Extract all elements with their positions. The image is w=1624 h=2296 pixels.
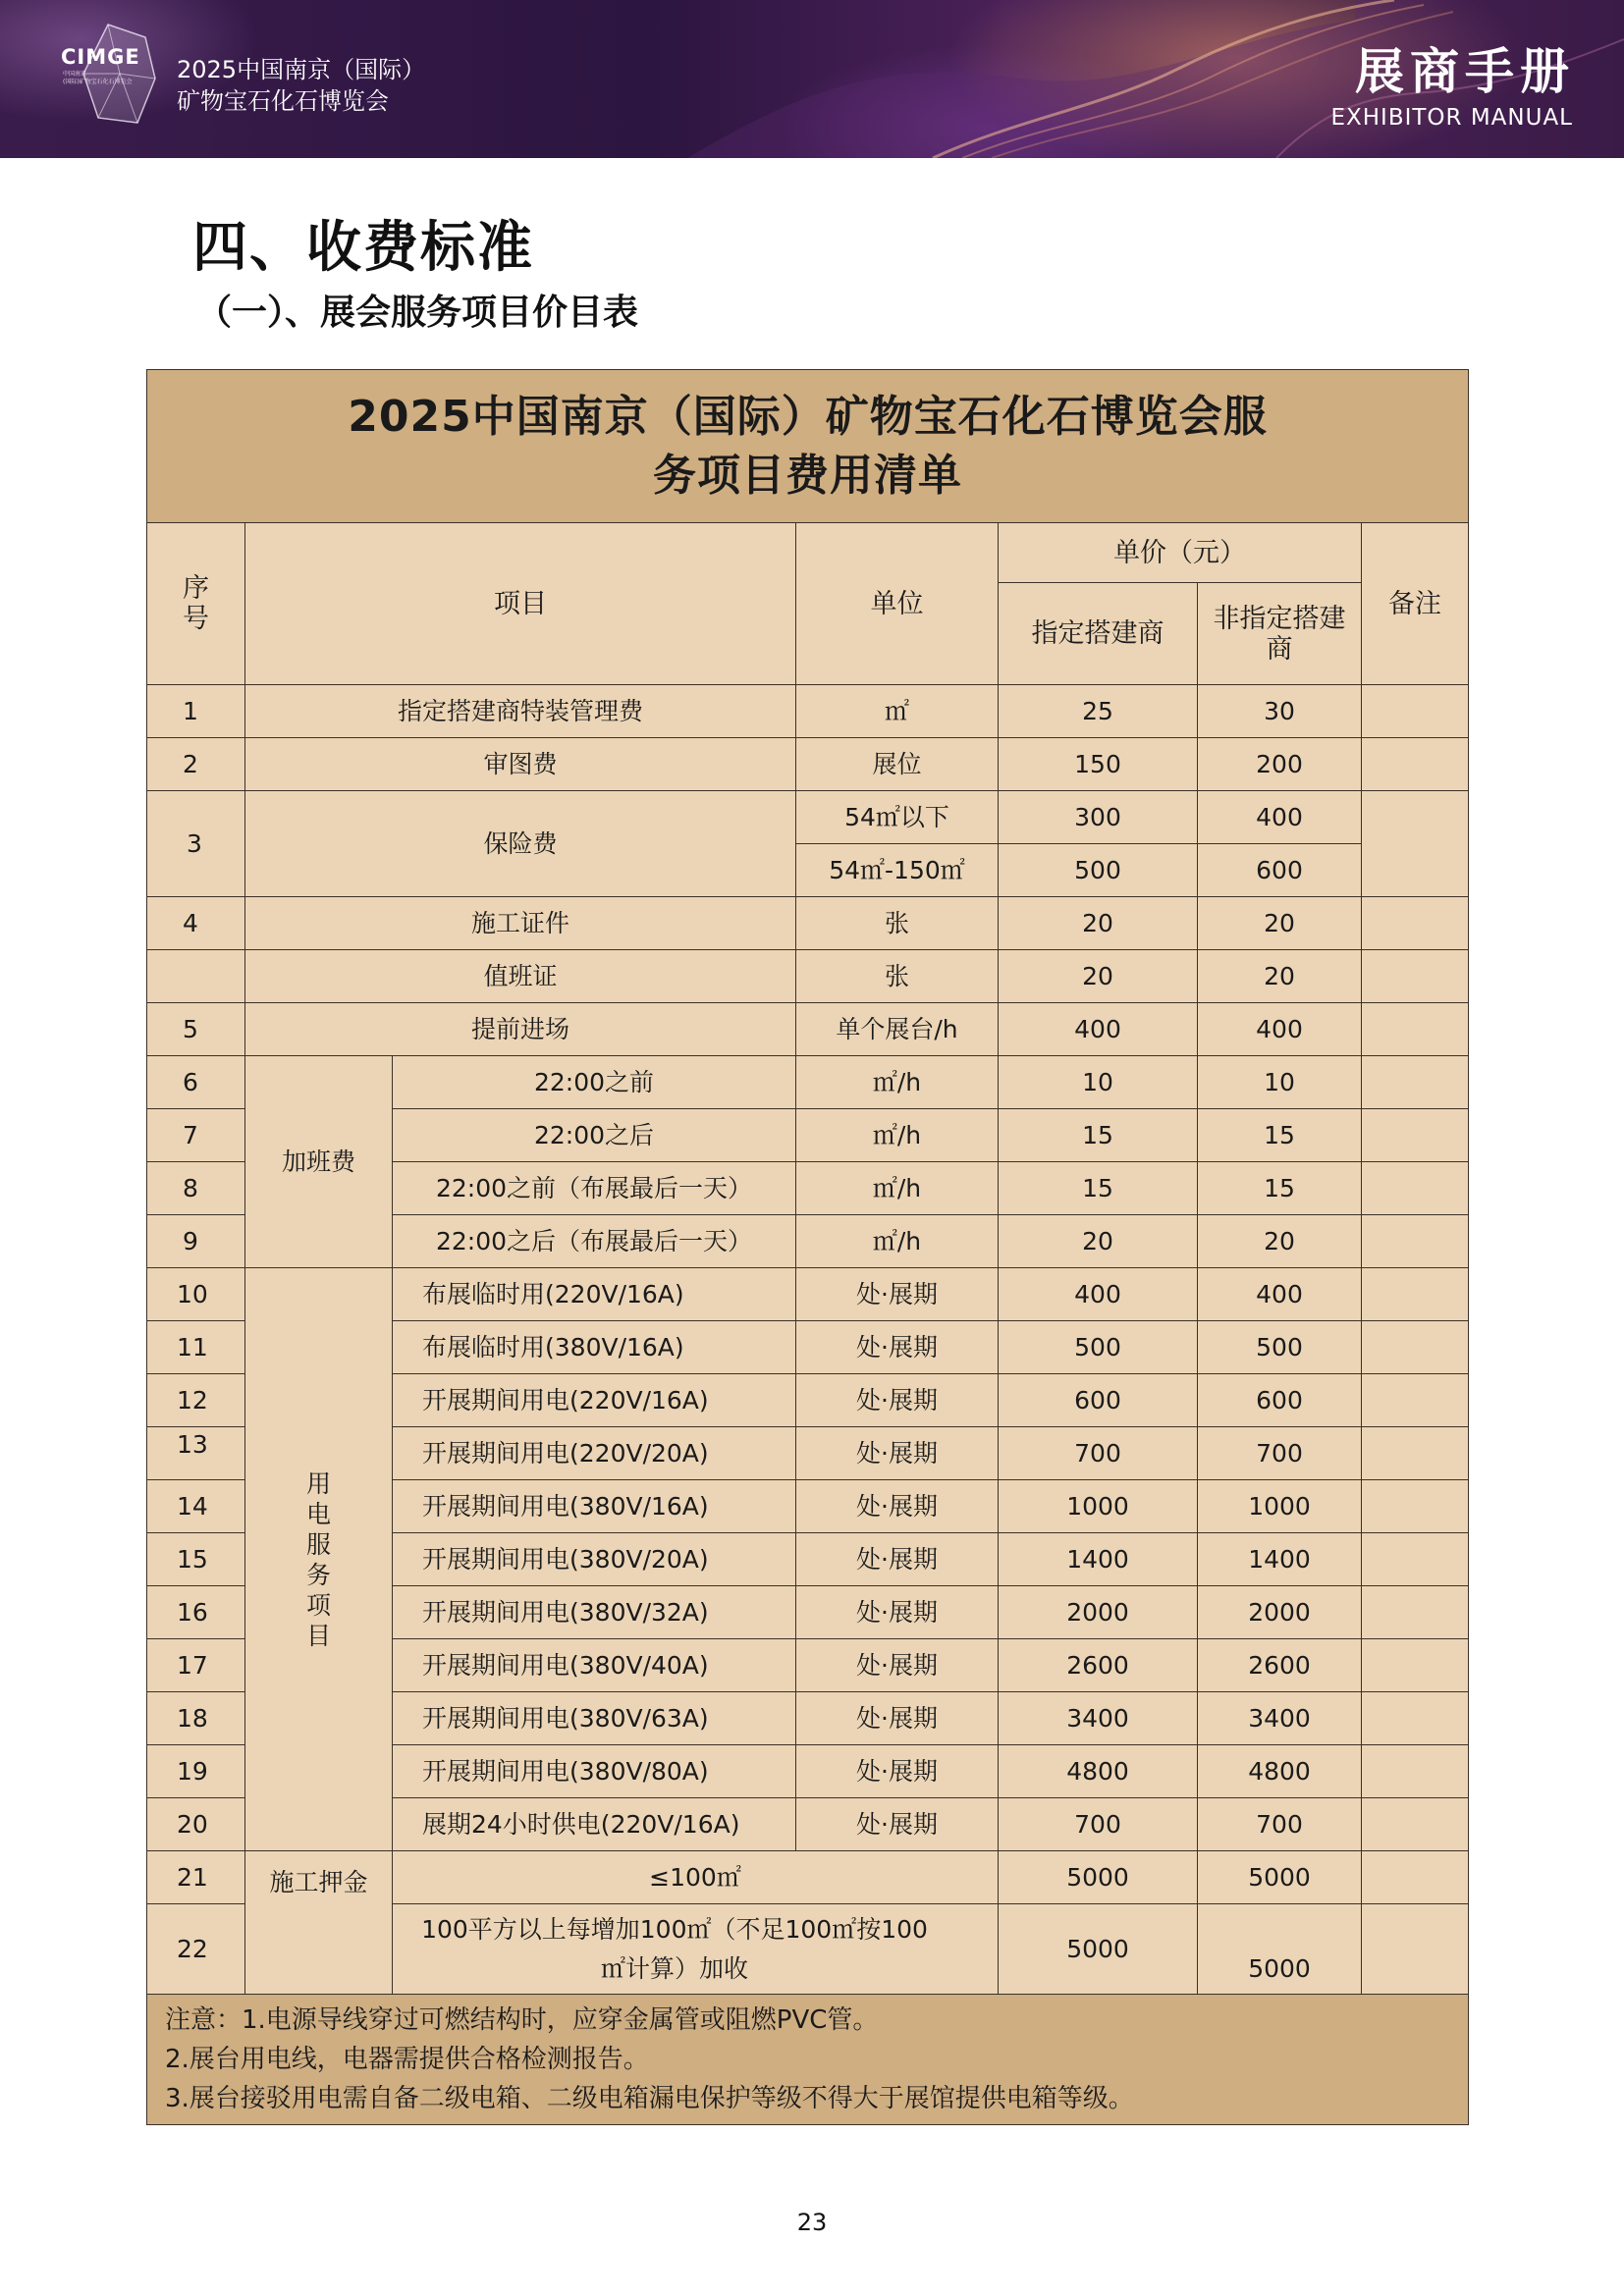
row-remark [1362,1321,1469,1374]
row-item: 布展临时用(220V/16A) [393,1268,796,1321]
row-unit: 处·展期 [796,1268,999,1321]
row-price-designated: 700 [999,1798,1198,1851]
row-price-designated: 20 [999,950,1198,1003]
row-price-non-designated: 5000 [1198,1904,1362,1995]
row-item: ≤100㎡ [393,1851,999,1904]
row-unit: 单个展台/h [796,1003,999,1056]
header-unit: 单位 [796,523,999,685]
row-unit: ㎡/h [796,1215,999,1268]
row-remark [1362,685,1469,738]
row-price-designated: 600 [999,1374,1198,1427]
row-remark [1362,897,1469,950]
row-price-non-designated: 20 [1198,1215,1362,1268]
row-no: 1 [147,685,245,738]
row-unit: 处·展期 [796,1374,999,1427]
row-remark [1362,1109,1469,1162]
event-title-line1: 2025中国南京（国际） [177,56,426,83]
row-unit: 处·展期 [796,1533,999,1586]
group-power-label: 用电服务项目 [305,1468,331,1650]
row-item: 审图费 [245,738,796,791]
row-unit: 54㎡以下 [796,791,999,844]
row-item: 值班证 [245,950,796,1003]
row-item: 指定搭建商特装管理费 [245,685,796,738]
row-item: 保险费 [245,791,796,897]
header-remark: 备注 [1362,523,1469,685]
row-no: 5 [147,1003,245,1056]
row-item: 100平方以上每增加100㎡（不足100㎡按100㎡计算）加收 [393,1904,999,1995]
row-price-non-designated: 3400 [1198,1692,1362,1745]
row-no: 6 [147,1056,245,1109]
row-item: 开展期间用电(220V/16A) [393,1374,796,1427]
row-unit: 处·展期 [796,1745,999,1798]
row-price-designated: 300 [999,791,1198,844]
row-item: 开展期间用电(380V/80A) [393,1745,796,1798]
row-no: 7 [147,1109,245,1162]
row-price-designated: 500 [999,1321,1198,1374]
row-no: 17 [147,1639,245,1692]
row-remark [1362,1533,1469,1586]
row-item: 22:00之后（布展最后一天） [393,1215,796,1268]
row-price-designated: 700 [999,1427,1198,1480]
row-item: 提前进场 [245,1003,796,1056]
row-unit: 处·展期 [796,1480,999,1533]
row-price-non-designated: 1000 [1198,1480,1362,1533]
row-remark [1362,1586,1469,1639]
row-price-non-designated: 500 [1198,1321,1362,1374]
row-no: 2 [147,738,245,791]
event-title [177,54,425,117]
row-unit: 展位 [796,738,999,791]
group-power [245,1268,393,1851]
row-price-designated: 15 [999,1109,1198,1162]
row-remark [1362,1003,1469,1056]
row-remark [1362,1480,1469,1533]
row-unit: 张 [796,950,999,1003]
row-remark [1362,1374,1469,1427]
header-non-designated: 非指定搭建商 [1198,583,1362,685]
group-deposit: 施工押金 [245,1851,393,1995]
price-table-container [146,369,1468,2125]
row-price-non-designated: 200 [1198,738,1362,791]
header-no: 序号 [147,523,245,685]
section-title: 四、收费标准 [192,216,534,280]
table-row [147,791,1469,844]
row-item: 布展临时用(380V/16A) [393,1321,796,1374]
row-remark [1362,1427,1469,1480]
row-unit: 处·展期 [796,1321,999,1374]
table-row [147,1003,1469,1056]
row-price-non-designated: 2600 [1198,1639,1362,1692]
row-unit: ㎡/h [796,1109,999,1162]
table-caption-line1: 2025中国南京（国际）矿物宝石化石博览会服 [348,391,1268,442]
row-price-designated: 150 [999,738,1198,791]
row-remark [1362,1268,1469,1321]
row-remark [1362,950,1469,1003]
row-price-non-designated: 600 [1198,1374,1362,1427]
row-no: 18 [147,1692,245,1745]
row-price-designated: 20 [999,897,1198,950]
row-no: 16 [147,1586,245,1639]
row-remark [1362,1745,1469,1798]
manual-title: 展商手册 [1355,43,1575,100]
row-price-designated: 25 [999,685,1198,738]
row-price-designated: 5000 [999,1904,1198,1995]
table-row [147,738,1469,791]
row-price-non-designated: 30 [1198,685,1362,738]
row-price-non-designated: 700 [1198,1798,1362,1851]
row-no: 12 [147,1374,245,1427]
row-item: 开展期间用电(380V/63A) [393,1692,796,1745]
row-item: 22:00之前（布展最后一天） [393,1162,796,1215]
row-price-non-designated: 4800 [1198,1745,1362,1798]
row-no: 19 [147,1745,245,1798]
row-remark [1362,738,1469,791]
table-row [147,685,1469,738]
row-price-designated: 15 [999,1162,1198,1215]
row-remark [1362,1798,1469,1851]
header-designated: 指定搭建商 [999,583,1198,685]
logo-text: CIMGE [61,45,140,69]
row-remark [1362,1904,1469,1995]
row-unit: 处·展期 [796,1639,999,1692]
subsection-title: （一）、展会服务项目价目表 [196,293,639,333]
row-no: 14 [147,1480,245,1533]
row-no: 10 [147,1268,245,1321]
row-price-non-designated: 1400 [1198,1533,1362,1586]
row-no: 15 [147,1533,245,1586]
row-no: 22 [147,1904,245,1995]
row-unit: 处·展期 [796,1586,999,1639]
row-unit: 张 [796,897,999,950]
row-no: 13 [147,1427,245,1480]
table-row [147,950,1469,1003]
row-unit: 处·展期 [796,1798,999,1851]
header-banner [0,0,1624,158]
row-item: 开展期间用电(380V/40A) [393,1639,796,1692]
row-price-non-designated: 10 [1198,1056,1362,1109]
row-unit: 处·展期 [796,1692,999,1745]
row-no: 4 [147,897,245,950]
row-no: 3 [147,791,245,897]
table-caption-line2: 务项目费用清单 [653,450,963,501]
row-price-non-designated: 700 [1198,1427,1362,1480]
table-row [147,1268,1469,1321]
row-remark [1362,1639,1469,1692]
row-item: 22:00之后 [393,1109,796,1162]
row-remark [1362,1215,1469,1268]
row-no: 8 [147,1162,245,1215]
row-price-designated: 2000 [999,1586,1198,1639]
row-item: 展期24小时供电(220V/16A) [393,1798,796,1851]
row-price-non-designated: 2000 [1198,1586,1362,1639]
row-remark [1362,1162,1469,1215]
row-price-designated: 400 [999,1003,1198,1056]
table-row [147,897,1469,950]
row-remark [1362,1692,1469,1745]
header-item: 项目 [245,523,796,685]
row-price-designated: 3400 [999,1692,1198,1745]
row-price-non-designated: 600 [1198,844,1362,897]
table-row [147,1056,1469,1109]
row-price-designated: 400 [999,1268,1198,1321]
logo-subtitle: (国际)矿物宝石化石博览会 [63,79,133,85]
manual-subtitle: EXHIBITOR MANUAL [1330,105,1573,131]
row-price-designated: 10 [999,1056,1198,1109]
row-item: 开展期间用电(380V/20A) [393,1533,796,1586]
row-item: 开展期间用电(380V/32A) [393,1586,796,1639]
row-no: 11 [147,1321,245,1374]
row-item: 开展期间用电(220V/20A) [393,1427,796,1480]
group-overtime: 加班费 [245,1056,393,1268]
row-unit: 54㎡-150㎡ [796,844,999,897]
note-line: 注意：1.电源导线穿过可燃结构时，应穿金属管或阻燃PVC管。 [165,2005,879,2035]
row-price-designated: 4800 [999,1745,1198,1798]
row-price-designated: 1400 [999,1533,1198,1586]
logo-subtitle: 中国南京 [63,71,87,78]
row-remark [1362,791,1469,897]
row-no: 21 [147,1851,245,1904]
row-price-non-designated: 15 [1198,1162,1362,1215]
row-no [147,950,245,1003]
row-item: 施工证件 [245,897,796,950]
row-price-non-designated: 5000 [1198,1851,1362,1904]
header-price: 单价（元） [999,523,1362,583]
row-price-non-designated: 400 [1198,791,1362,844]
row-unit: 处·展期 [796,1427,999,1480]
note-line: 3.展台接驳用电需自备二级电箱、二级电箱漏电保护等级不得大于展馆提供电箱等级。 [165,2084,1134,2113]
note-line: 2.展台用电线，电器需提供合格检测报告。 [165,2045,649,2074]
table-notes [147,1995,1469,2125]
row-unit: ㎡ [796,685,999,738]
row-price-non-designated: 20 [1198,897,1362,950]
row-price-non-designated: 15 [1198,1109,1362,1162]
row-no: 20 [147,1798,245,1851]
row-remark [1362,1056,1469,1109]
row-unit: ㎡/h [796,1162,999,1215]
row-remark [1362,1851,1469,1904]
row-price-designated: 1000 [999,1480,1198,1533]
row-price-designated: 5000 [999,1851,1198,1904]
row-price-designated: 20 [999,1215,1198,1268]
event-title-line2: 矿物宝石化石博览会 [177,87,389,115]
table-caption [147,370,1469,523]
price-table [146,369,1469,2125]
row-item: 开展期间用电(380V/16A) [393,1480,796,1533]
row-item: 22:00之前 [393,1056,796,1109]
row-no: 9 [147,1215,245,1268]
row-price-designated: 2600 [999,1639,1198,1692]
row-unit: ㎡/h [796,1056,999,1109]
row-price-designated: 500 [999,844,1198,897]
row-price-non-designated: 400 [1198,1268,1362,1321]
row-price-non-designated: 20 [1198,950,1362,1003]
row-price-non-designated: 400 [1198,1003,1362,1056]
page-number: 23 [796,2209,828,2236]
table-row [147,1851,1469,1904]
